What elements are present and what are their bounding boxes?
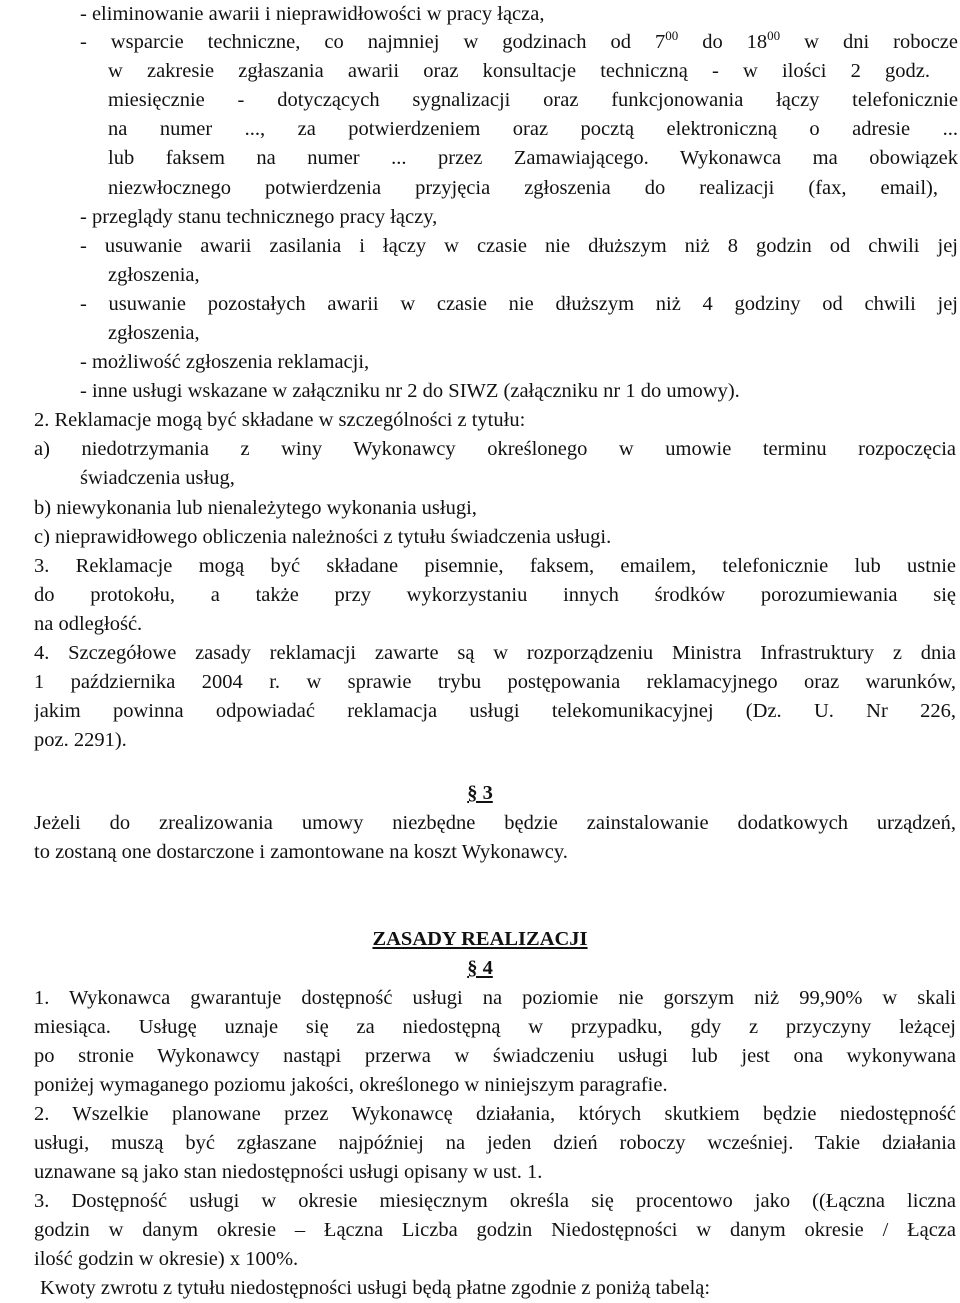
text-line: jakim powinna odpowiadać reklamacja usługi telekomunikacyjnej (Dz. U. Nr 226,: [34, 700, 956, 722]
text-line: to zostaną one dostarczone i zamontowane na koszt Wykonawcy.: [34, 841, 568, 863]
text-line: 2. Wszelkie planowane przez Wykonawcę działania, których skutkiem będzie niedostępność: [34, 1103, 956, 1125]
text-line: na odległość.: [34, 613, 143, 635]
text-line: niezwłocznego potwierdzenia przyjęcia zgłoszenia do realizacji (fax, email),: [108, 177, 938, 199]
text-line: - usuwanie awarii zasilania i łączy w czasie nie dłuższym niż 8 godzin od chwili jej: [80, 235, 958, 257]
text-line: 4. Szczegółowe zasady reklamacji zawarte są w rozporządzeniu Ministra Infrastruktury z dnia: [34, 642, 956, 664]
text-line: a) niedotrzymania z winy Wykonawcy określonego w umowie terminu rozpoczęcia: [34, 438, 956, 460]
text-line: - inne usługi wskazane w załączniku nr 2 do SIWZ (załączniku nr 1 do umowy).: [80, 380, 740, 402]
text-line: b) niewykonania lub nienależytego wykonania usługi,: [34, 497, 477, 519]
section-heading-3: § 3: [467, 782, 493, 804]
text-line: 2. Reklamacje mogą być składane w szczególności z tytułu:: [34, 409, 526, 431]
text-line: po stronie Wykonawcy nastąpi przerwa w świadczeniu usługi lub jest ona wykonywana: [34, 1045, 956, 1067]
text-line: miesiąca. Usługę uznaje się za niedostępną w przypadku, gdy z przyczyny leżącej: [34, 1016, 956, 1038]
superscript: 00: [767, 28, 781, 43]
text-line: poniżej wymaganego poziomu jakości, określonego w niniejszym paragrafie.: [34, 1074, 668, 1096]
section-heading-4: § 4: [467, 957, 493, 979]
text-line: 3. Reklamacje mogą być składane pisemnie, faksem, emailem, telefonicznie lub ustnie: [34, 555, 956, 577]
text-line: 1. Wykonawca gwarantuje dostępność usługi na poziomie nie gorszym niż 99,90% w skali: [34, 987, 956, 1009]
text-line: miesięcznie - dotyczących sygnalizacji oraz funkcjonowania łączy telefonicznie: [108, 89, 958, 111]
text-line: na numer ..., za potwierdzeniem oraz pocztą elektroniczną o adresie ...: [108, 118, 958, 140]
text-line: do protokołu, a także przy wykorzystaniu innych środków porozumiewania się: [34, 584, 956, 606]
text-line: ilość godzin w okresie) x 100%.: [34, 1248, 299, 1270]
text-line: - eliminowanie awarii i nieprawidłowości w pracy łącza,: [80, 3, 545, 25]
text-line: Jeżeli do zrealizowania umowy niezbędne będzie zainstalowanie dodatkowych urządzeń,: [34, 812, 956, 834]
text-line: - usuwanie pozostałych awarii w czasie nie dłuższym niż 4 godziny od chwili jej: [80, 293, 958, 315]
text-line: 3. Dostępność usługi w okresie miesięcznym określa się procentowo jako ((Łączna liczna: [34, 1190, 956, 1212]
text-line: - możliwość zgłoszenia reklamacji,: [80, 351, 370, 373]
text-line: zgłoszenia,: [108, 322, 200, 344]
text-line: lub faksem na numer ... przez Zamawiającego. Wykonawca ma obowiązek: [108, 147, 958, 169]
text-line: Kwoty zwrotu z tytułu niedostępności usługi będą płatne zgodnie z poniżą tabelą:: [40, 1277, 711, 1299]
text-segment: do 18: [678, 31, 768, 53]
text-segment: w dni robocze: [780, 31, 958, 53]
text-line: poz. 2291).: [34, 729, 127, 751]
text-line: zgłoszenia,: [108, 264, 200, 286]
text-line: 1 października 2004 r. w sprawie trybu postępowania reklamacyjnego oraz warunków,: [34, 671, 956, 693]
text-line: - przeglądy stanu technicznego pracy łączy,: [80, 206, 438, 228]
text-line: świadczenia usług,: [80, 467, 235, 489]
text-line: usługi, muszą być zgłaszane najpóźniej na jeden dzień roboczy wcześniej. Takie działania: [34, 1132, 956, 1154]
text-line: godzin w danym okresie – Łączna Liczba godzin Niedostępności w danym okresie / Łącza: [34, 1219, 956, 1241]
section-title: ZASADY REALIZACJI: [372, 928, 588, 950]
text-line: w zakresie zgłaszania awarii oraz konsultacje techniczną - w ilości 2 godz.: [108, 60, 930, 82]
text-line: c) nieprawidłowego obliczenia należności z tytułu świadczenia usługi.: [34, 526, 612, 548]
text-line: [80, 28, 958, 56]
text-line: uznawane są jako stan niedostępności usługi opisany w ust. 1.: [34, 1161, 543, 1183]
text-segment: - wsparcie techniczne, co najmniej w godzinach od 7: [80, 31, 666, 53]
superscript: 00: [665, 28, 679, 43]
